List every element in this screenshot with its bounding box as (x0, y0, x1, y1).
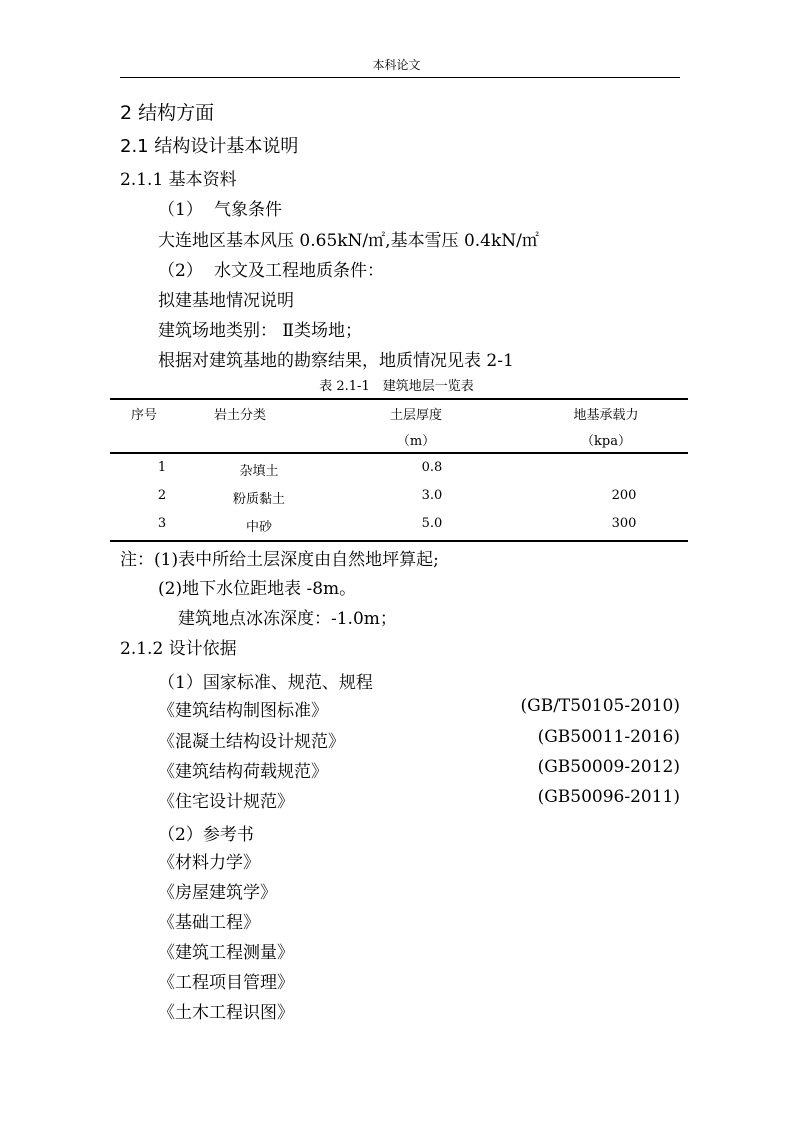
wind-snow-text: 大连地区基本风压 0.65kN/㎡,基本雪压 0.4kN/㎡ (158, 231, 539, 251)
table-cell: 2 (157, 488, 167, 503)
table-cell: 3 (157, 516, 167, 531)
standard-name: 《建筑结构荷载规范》 (158, 762, 328, 782)
table-cell: 5.0 (421, 516, 443, 531)
book-item: 《土木工程识图》 (158, 1003, 294, 1023)
standard-name: 《建筑结构制图标准》 (158, 701, 328, 721)
subsubsection-title-design-basis: 2.1.2 设计依据 (120, 639, 237, 659)
table-cell: 0.8 (421, 460, 443, 475)
table-header-no: 序号 (130, 408, 158, 423)
table-unit-bearing: （kpa） (581, 434, 631, 449)
table-cell: 1 (157, 460, 167, 475)
book-item: 《房屋建筑学》 (158, 883, 277, 903)
header-rule (120, 77, 680, 78)
standard-code: (GB/T50105-2010) (520, 696, 680, 716)
table-cell: 杂填土 (239, 464, 279, 479)
table-header-thickness: 土层厚度 (389, 408, 443, 423)
note-3: 建筑地点冰冻深度：-1.0m； (178, 609, 397, 629)
section-title: 2 结构方面 (120, 102, 215, 124)
item1-text: 气象条件 (214, 200, 282, 220)
table-caption: 表 2.1-1 建筑地层一览表 (319, 379, 474, 394)
book-item: 《基础工程》 (158, 913, 260, 933)
standard-code: (GB50009-2012) (537, 757, 680, 777)
note-1: 注：(1)表中所给土层深度由自然地坪算起; (120, 550, 439, 570)
table-header-soil-type: 岩土分类 (213, 408, 267, 423)
subsection-title: 2.1 结构设计基本说明 (120, 136, 299, 157)
survey-result: 根据对建筑基地的勘察结果，地质情况见表 2-1 (158, 351, 514, 371)
table-cell: 3.0 (421, 488, 443, 503)
item1-label: （1） (158, 200, 203, 220)
table-cell: 中砂 (245, 520, 273, 535)
table-cell: 300 (611, 516, 637, 531)
book-item: 《材料力学》 (158, 853, 260, 873)
standards-label: （1）国家标准、规范、规程 (158, 673, 373, 693)
site-description: 拟建基地情况说明 (158, 291, 294, 311)
note-2: (2)地下水位距地表 -8m。 (158, 579, 357, 599)
table-top-rule (110, 398, 688, 400)
table-header-bearing: 地基承载力 (573, 408, 639, 423)
standard-code: (GB50011-2016) (537, 727, 680, 747)
table-bottom-rule (110, 540, 688, 542)
subsubsection-title-basic: 2.1.1 基本资料 (120, 170, 237, 190)
table-cell: 200 (611, 488, 637, 503)
table-header-rule (110, 452, 688, 454)
site-category: 建筑场地类别： Ⅱ类场地； (158, 321, 362, 341)
table-cell: 粉质黏土 (232, 492, 286, 507)
standard-code: (GB50096-2011) (537, 787, 680, 807)
table-unit-thickness: （m） (396, 434, 436, 449)
book-item: 《建筑工程测量》 (158, 943, 294, 963)
item2-label: （2） (158, 261, 203, 281)
item2-text: 水文及工程地质条件： (214, 261, 384, 281)
books-label: （2）参考书 (158, 825, 254, 845)
standard-name: 《住宅设计规范》 (158, 792, 294, 812)
page-header: 本科论文 (372, 58, 421, 72)
standard-name: 《混凝土结构设计规范》 (158, 732, 345, 752)
book-item: 《工程项目管理》 (158, 973, 294, 993)
